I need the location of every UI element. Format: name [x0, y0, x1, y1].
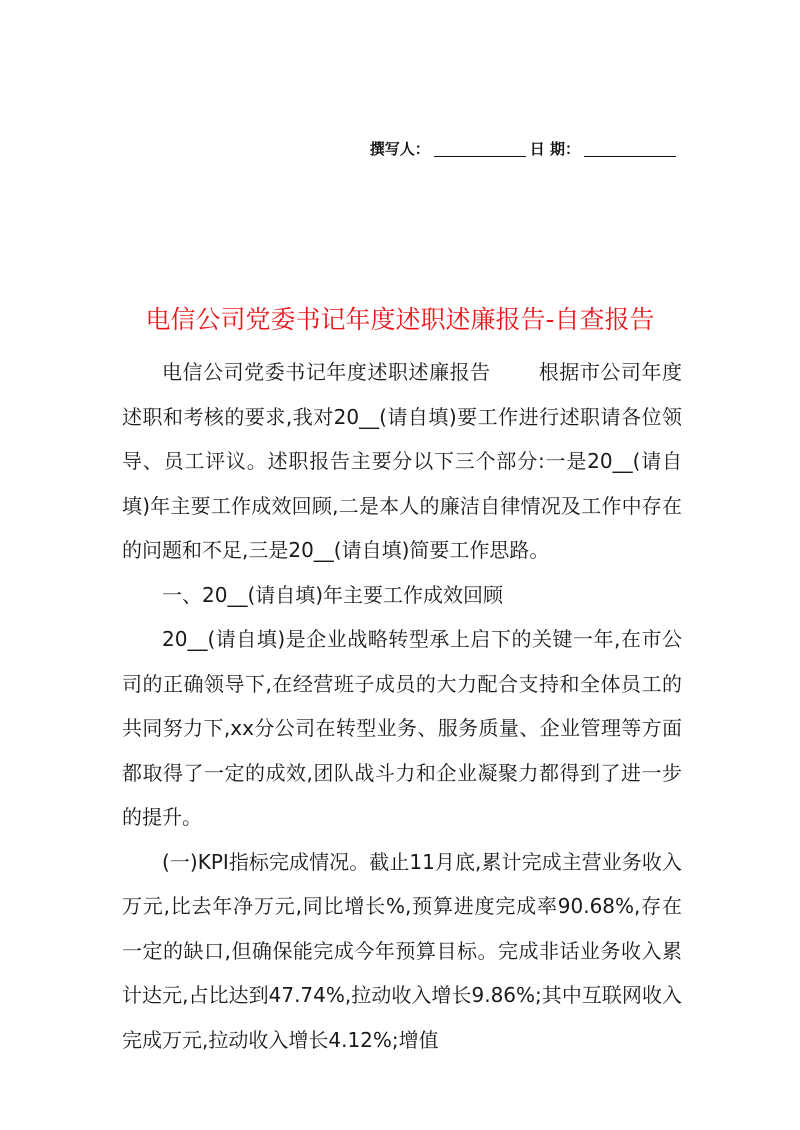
- paragraph-intro: 电信公司党委书记年度述职述廉报告 根据市公司年度述职和考核的要求,我对20__(请自填)要工作进行述职请各位领导、员工评议。述职报告主要分以下三个部分:一是20__(请自填)年主要工作成效回顾,二是本人的廉洁自律情况及工作中存在的问题和不足,三是20__(请自填)简要工作思路。: [122, 360, 682, 562]
- author-blank-line: [434, 140, 526, 157]
- document-title: 电信公司党委书记年度述职述廉报告-自查报告: [145, 305, 655, 334]
- document-body: [122, 350, 682, 1062]
- header-fields: [370, 138, 680, 159]
- date-label: 日 期：: [529, 140, 580, 158]
- paragraph-kpi: (一)KPI指标完成情况。截止11月底,累计完成主营业务收入万元,比去年净万元,同比增长%,预算进度完成率90.68%,存在一定的缺口,但确保能完成今年预算目标。完成非话业务收入累计达元,占比达到47.74%,拉动收入增长9.86%;其中互联网收入完成万元,拉动收入增长4.12%;增值: [122, 849, 682, 1052]
- section-heading: 一、20__(请自填)年主要工作成效回顾: [162, 582, 504, 607]
- paragraph-review: 20__(请自填)是企业战略转型承上启下的关键一年,在市公司的正确领导下,在经营班子成员的大力配合支持和全体员工的共同努力下,xx分公司在转型业务、服务质量、企业管理等方面都取得了一定的成效,团队战斗力和企业凝聚力都得到了进一步的提升。: [122, 627, 682, 829]
- author-label: 撰写人：: [369, 140, 430, 158]
- date-blank-line: [584, 140, 676, 157]
